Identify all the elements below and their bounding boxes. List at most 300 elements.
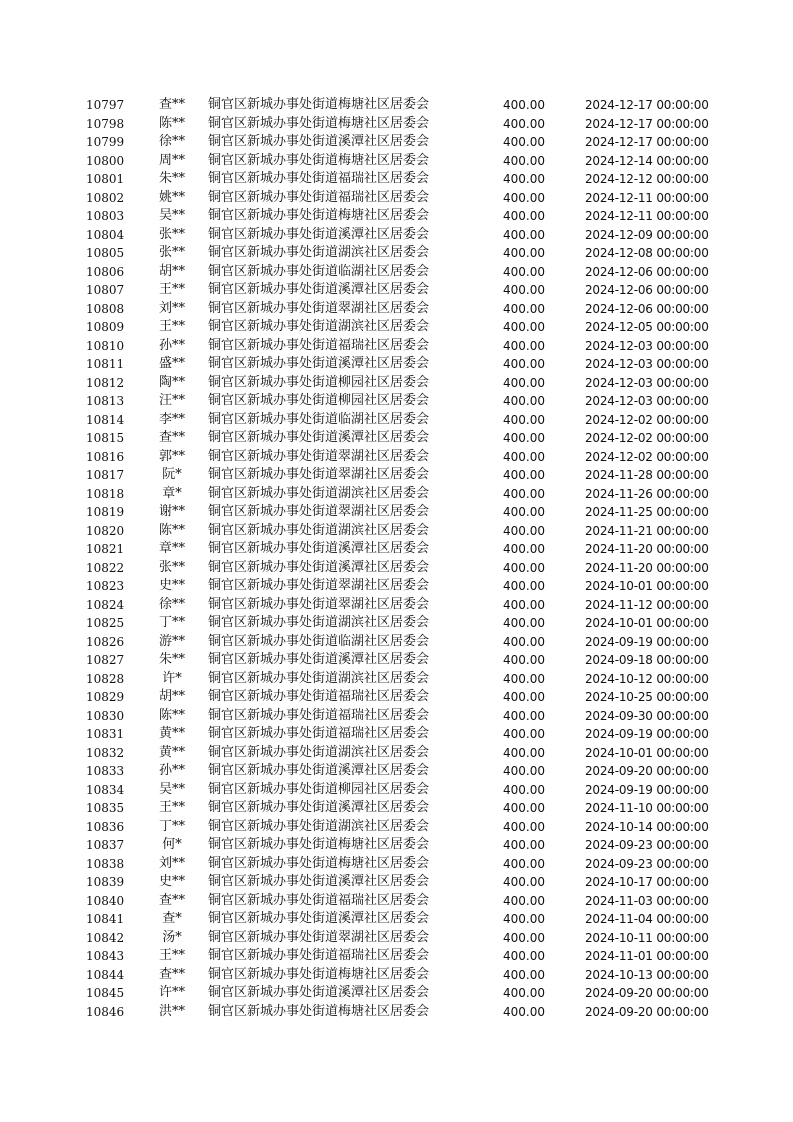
row-date: 2024-12-09 00:00:00 (585, 227, 709, 242)
table-row (0, 540, 793, 559)
row-name: 丁** (158, 818, 185, 834)
row-id: 10830 (86, 708, 125, 723)
row-name: 张** (158, 226, 185, 242)
row-date: 2024-12-03 00:00:00 (585, 338, 709, 353)
table-row (0, 818, 793, 837)
row-id: 10806 (86, 264, 125, 279)
row-date: 2024-12-03 00:00:00 (585, 394, 709, 408)
row-id: 10803 (86, 209, 125, 223)
row-organization: 铜官区新城办事处街道梅塘社区居委会 (208, 1003, 430, 1019)
row-organization: 铜官区新城办事处街道溪潭社区居委会 (208, 226, 430, 242)
table-row (0, 207, 793, 226)
table-row (0, 836, 793, 855)
row-organization: 铜官区新城办事处街道湖滨社区居委会 (208, 744, 430, 760)
table-row (0, 947, 793, 966)
table-row (0, 892, 793, 911)
row-date: 2024-11-20 00:00:00 (585, 542, 709, 556)
row-name: 陈** (158, 707, 185, 723)
table-row (0, 984, 793, 1003)
row-id: 10812 (86, 375, 125, 390)
table-row (0, 688, 793, 707)
row-date: 2024-12-12 00:00:00 (585, 172, 709, 186)
row-amount: 400.00 (503, 634, 545, 649)
row-date: 2024-09-19 00:00:00 (585, 634, 709, 649)
row-amount: 400.00 (503, 671, 545, 686)
row-name: 王** (158, 319, 185, 334)
row-id: 10800 (86, 153, 125, 168)
row-organization: 铜官区新城办事处街道柳园社区居委会 (208, 781, 430, 797)
row-date: 2024-11-03 00:00:00 (585, 893, 709, 908)
row-organization: 铜官区新城办事处街道湖滨社区居委会 (208, 522, 430, 538)
row-amount: 400.00 (503, 616, 545, 630)
row-organization: 铜官区新城办事处街道溪潭社区居委会 (208, 911, 430, 926)
data-table (0, 96, 793, 1021)
row-name: 孙** (158, 337, 185, 353)
row-id: 10842 (86, 930, 125, 945)
table-row (0, 115, 793, 134)
row-name: 王** (158, 948, 185, 963)
row-amount: 400.00 (503, 949, 545, 963)
row-id: 10821 (86, 542, 125, 556)
row-id: 10839 (86, 875, 125, 889)
row-name: 许** (158, 985, 185, 1000)
row-date: 2024-12-03 00:00:00 (585, 375, 709, 390)
row-organization: 铜官区新城办事处街道翠湖社区居委会 (208, 448, 430, 464)
row-name: 游** (158, 633, 185, 649)
row-id: 10823 (86, 579, 125, 593)
row-amount: 400.00 (503, 172, 545, 186)
row-date: 2024-11-10 00:00:00 (585, 801, 709, 815)
row-amount: 400.00 (503, 1004, 545, 1019)
row-amount: 400.00 (503, 653, 545, 667)
row-amount: 400.00 (503, 486, 545, 501)
row-date: 2024-11-20 00:00:00 (585, 560, 709, 575)
row-organization: 铜官区新城办事处街道柳园社区居委会 (208, 374, 430, 390)
row-amount: 400.00 (503, 782, 545, 797)
row-organization: 铜官区新城办事处街道柳园社区居委会 (208, 393, 430, 408)
row-organization: 铜官区新城办事处街道湖滨社区居委会 (208, 485, 430, 501)
row-date: 2024-12-11 00:00:00 (585, 209, 709, 223)
row-name: 章* (162, 485, 182, 501)
table-row (0, 781, 793, 800)
row-amount: 400.00 (503, 357, 545, 371)
row-id: 10824 (86, 597, 125, 612)
row-id: 10827 (86, 653, 125, 667)
row-amount: 400.00 (503, 542, 545, 556)
row-date: 2024-10-01 00:00:00 (585, 745, 709, 760)
row-name: 查** (158, 97, 185, 112)
row-organization: 铜官区新城办事处街道福瑞社区居委会 (208, 189, 430, 205)
table-row (0, 226, 793, 245)
row-organization: 铜官区新城办事处街道湖滨社区居委会 (208, 245, 430, 260)
row-date: 2024-12-06 00:00:00 (585, 301, 709, 316)
table-row (0, 133, 793, 152)
row-id: 10825 (86, 616, 125, 630)
row-id: 10828 (86, 671, 125, 686)
row-organization: 铜官区新城办事处街道临湖社区居委会 (208, 263, 430, 279)
row-name: 胡** (158, 263, 185, 279)
row-name: 查** (158, 966, 185, 982)
row-organization: 铜官区新城办事处街道溪潭社区居委会 (208, 800, 430, 815)
row-amount: 400.00 (503, 283, 545, 297)
table-row (0, 485, 793, 504)
row-name: 洪** (158, 1003, 185, 1019)
table-row (0, 873, 793, 892)
row-organization: 铜官区新城办事处街道梅塘社区居委会 (208, 97, 430, 112)
row-organization: 铜官区新城办事处街道翠湖社区居委会 (208, 467, 430, 482)
row-amount: 400.00 (503, 967, 545, 982)
row-id: 10817 (86, 468, 125, 482)
row-organization: 铜官区新城办事处街道翠湖社区居委会 (208, 596, 430, 612)
row-id: 10822 (86, 560, 125, 575)
row-name: 盛** (158, 356, 185, 371)
row-amount: 400.00 (503, 745, 545, 760)
table-row (0, 1003, 793, 1022)
row-date: 2024-11-01 00:00:00 (585, 949, 709, 963)
row-date: 2024-10-17 00:00:00 (585, 875, 709, 889)
row-organization: 铜官区新城办事处街道临湖社区居委会 (208, 633, 430, 649)
table-row (0, 707, 793, 726)
row-name: 朱** (158, 652, 185, 667)
row-name: 郭** (158, 448, 185, 464)
row-id: 10846 (86, 1004, 125, 1019)
table-row (0, 281, 793, 300)
row-organization: 铜官区新城办事处街道溪潭社区居委会 (208, 430, 430, 445)
row-organization: 铜官区新城办事处街道福瑞社区居委会 (208, 171, 430, 186)
row-amount: 400.00 (503, 579, 545, 593)
row-amount: 400.00 (503, 838, 545, 852)
row-name: 查** (158, 430, 185, 445)
row-date: 2024-09-19 00:00:00 (585, 782, 709, 797)
row-date: 2024-11-26 00:00:00 (585, 486, 709, 501)
row-date: 2024-11-04 00:00:00 (585, 912, 709, 926)
row-amount: 400.00 (503, 375, 545, 390)
row-name: 汪** (158, 393, 185, 408)
row-amount: 400.00 (503, 523, 545, 538)
row-id: 10801 (86, 172, 125, 186)
row-date: 2024-09-20 00:00:00 (585, 764, 709, 778)
row-name: 王** (158, 800, 185, 815)
row-amount: 400.00 (503, 819, 545, 834)
row-organization: 铜官区新城办事处街道临湖社区居委会 (208, 411, 430, 427)
row-organization: 铜官区新城办事处街道梅塘社区居委会 (208, 152, 430, 168)
row-organization: 铜官区新城办事处街道湖滨社区居委会 (208, 670, 430, 686)
row-name: 史** (158, 578, 185, 593)
row-name: 张** (158, 559, 185, 575)
row-id: 10832 (86, 745, 125, 760)
row-date: 2024-12-02 00:00:00 (585, 431, 709, 445)
row-organization: 铜官区新城办事处街道福瑞社区居委会 (208, 948, 430, 963)
row-date: 2024-10-12 00:00:00 (585, 671, 709, 686)
row-organization: 铜官区新城办事处街道溪潭社区居委会 (208, 134, 430, 149)
row-date: 2024-10-25 00:00:00 (585, 690, 709, 704)
row-name: 胡** (158, 689, 185, 704)
row-organization: 铜官区新城办事处街道溪潭社区居委会 (208, 652, 430, 667)
table-row (0, 855, 793, 874)
row-amount: 400.00 (503, 468, 545, 482)
row-id: 10845 (86, 986, 125, 1000)
table-row (0, 522, 793, 541)
row-organization: 铜官区新城办事处街道翠湖社区居委会 (208, 504, 430, 519)
row-date: 2024-09-18 00:00:00 (585, 653, 709, 667)
table-row (0, 966, 793, 985)
row-organization: 铜官区新城办事处街道溪潭社区居委会 (208, 541, 430, 556)
table-row (0, 670, 793, 689)
row-date: 2024-10-11 00:00:00 (585, 930, 709, 945)
row-name: 丁** (158, 615, 185, 630)
row-organization: 铜官区新城办事处街道福瑞社区居委会 (208, 892, 430, 908)
row-id: 10836 (86, 819, 125, 834)
row-id: 10808 (86, 301, 125, 316)
row-id: 10820 (86, 523, 125, 538)
row-name: 汤* (162, 929, 182, 945)
row-date: 2024-11-12 00:00:00 (585, 597, 709, 612)
row-amount: 400.00 (503, 449, 545, 464)
table-row (0, 559, 793, 578)
row-organization: 铜官区新城办事处街道福瑞社区居委会 (208, 707, 430, 723)
row-organization: 铜官区新城办事处街道梅塘社区居委会 (208, 115, 430, 131)
row-name: 张** (158, 245, 185, 260)
table-row (0, 633, 793, 652)
row-name: 史** (158, 874, 185, 889)
row-id: 10831 (86, 727, 125, 741)
row-date: 2024-12-08 00:00:00 (585, 246, 709, 260)
row-organization: 铜官区新城办事处街道溪潭社区居委会 (208, 874, 430, 889)
row-id: 10834 (86, 782, 125, 797)
row-id: 10814 (86, 412, 125, 427)
row-amount: 400.00 (503, 597, 545, 612)
row-amount: 400.00 (503, 246, 545, 260)
row-organization: 铜官区新城办事处街道翠湖社区居委会 (208, 578, 430, 593)
row-id: 10826 (86, 634, 125, 649)
table-row (0, 448, 793, 467)
row-name: 徐** (158, 596, 185, 612)
table-row (0, 725, 793, 744)
row-organization: 铜官区新城办事处街道梅塘社区居委会 (208, 837, 430, 852)
row-date: 2024-10-01 00:00:00 (585, 616, 709, 630)
row-id: 10815 (86, 431, 125, 445)
row-date: 2024-09-20 00:00:00 (585, 1004, 709, 1019)
row-id: 10819 (86, 505, 125, 519)
table-row (0, 300, 793, 319)
row-amount: 400.00 (503, 893, 545, 908)
row-name: 何* (162, 837, 182, 852)
row-organization: 铜官区新城办事处街道梅塘社区居委会 (208, 208, 430, 223)
row-amount: 400.00 (503, 135, 545, 149)
row-id: 10807 (86, 283, 125, 297)
row-organization: 铜官区新城办事处街道湖滨社区居委会 (208, 818, 430, 834)
row-date: 2024-12-06 00:00:00 (585, 264, 709, 279)
row-name: 吴** (158, 781, 185, 797)
table-row (0, 614, 793, 633)
table-row (0, 152, 793, 171)
row-amount: 400.00 (503, 560, 545, 575)
row-date: 2024-11-28 00:00:00 (585, 468, 709, 482)
table-row (0, 374, 793, 393)
row-organization: 铜官区新城办事处街道福瑞社区居委会 (208, 726, 430, 741)
row-name: 刘** (158, 855, 185, 871)
row-name: 黄** (158, 744, 185, 760)
row-amount: 400.00 (503, 116, 545, 131)
row-name: 周** (158, 152, 185, 168)
table-row (0, 170, 793, 189)
row-amount: 400.00 (503, 431, 545, 445)
row-date: 2024-12-17 00:00:00 (585, 135, 709, 149)
row-organization: 铜官区新城办事处街道溪潭社区居委会 (208, 763, 430, 778)
row-date: 2024-09-20 00:00:00 (585, 986, 709, 1000)
row-name: 陈** (158, 115, 185, 131)
row-date: 2024-12-03 00:00:00 (585, 357, 709, 371)
row-date: 2024-10-13 00:00:00 (585, 967, 709, 982)
row-amount: 400.00 (503, 986, 545, 1000)
row-id: 10837 (86, 838, 125, 852)
row-amount: 400.00 (503, 394, 545, 408)
row-date: 2024-09-19 00:00:00 (585, 727, 709, 741)
row-organization: 铜官区新城办事处街道溪潭社区居委会 (208, 559, 430, 575)
row-id: 10843 (86, 949, 125, 963)
row-name: 孙** (158, 763, 185, 778)
table-row (0, 651, 793, 670)
table-row (0, 189, 793, 208)
table-row (0, 466, 793, 485)
row-name: 刘** (158, 300, 185, 316)
row-date: 2024-09-23 00:00:00 (585, 838, 709, 852)
row-date: 2024-11-25 00:00:00 (585, 505, 709, 519)
row-amount: 400.00 (503, 801, 545, 815)
row-id: 10816 (86, 449, 125, 464)
table-row (0, 429, 793, 448)
row-date: 2024-10-14 00:00:00 (585, 819, 709, 834)
row-date: 2024-12-05 00:00:00 (585, 320, 709, 334)
table-row (0, 355, 793, 374)
table-row (0, 744, 793, 763)
table-row (0, 96, 793, 115)
row-organization: 铜官区新城办事处街道梅塘社区居委会 (208, 966, 430, 982)
row-amount: 400.00 (503, 912, 545, 926)
row-organization: 铜官区新城办事处街道翠湖社区居委会 (208, 929, 430, 945)
row-name: 查* (162, 911, 182, 926)
row-amount: 400.00 (503, 98, 545, 112)
row-organization: 铜官区新城办事处街道翠湖社区居委会 (208, 300, 430, 316)
row-amount: 400.00 (503, 264, 545, 279)
row-name: 徐** (158, 134, 185, 149)
row-id: 10798 (86, 116, 125, 131)
row-id: 10841 (86, 912, 125, 926)
row-date: 2024-12-02 00:00:00 (585, 412, 709, 427)
table-row (0, 244, 793, 263)
row-organization: 铜官区新城办事处街道溪潭社区居委会 (208, 985, 430, 1000)
row-amount: 400.00 (503, 320, 545, 334)
row-amount: 400.00 (503, 412, 545, 427)
row-name: 吴** (158, 208, 185, 223)
row-amount: 400.00 (503, 190, 545, 205)
row-id: 10799 (86, 135, 125, 149)
row-date: 2024-09-30 00:00:00 (585, 708, 709, 723)
row-id: 10805 (86, 246, 125, 260)
row-name: 陶** (158, 374, 185, 390)
table-row (0, 318, 793, 337)
row-date: 2024-11-21 00:00:00 (585, 523, 709, 538)
row-id: 10835 (86, 801, 125, 815)
row-amount: 400.00 (503, 227, 545, 242)
row-organization: 铜官区新城办事处街道福瑞社区居委会 (208, 689, 430, 704)
row-name: 许* (162, 670, 182, 686)
table-row (0, 929, 793, 948)
row-organization: 铜官区新城办事处街道溪潭社区居委会 (208, 282, 430, 297)
row-date: 2024-12-06 00:00:00 (585, 283, 709, 297)
row-date: 2024-12-17 00:00:00 (585, 98, 709, 112)
row-amount: 400.00 (503, 153, 545, 168)
row-amount: 400.00 (503, 505, 545, 519)
row-amount: 400.00 (503, 930, 545, 945)
row-name: 王** (158, 282, 185, 297)
row-amount: 400.00 (503, 708, 545, 723)
row-date: 2024-12-14 00:00:00 (585, 153, 709, 168)
row-amount: 400.00 (503, 690, 545, 704)
table-row (0, 596, 793, 615)
row-id: 10829 (86, 690, 125, 704)
row-id: 10809 (86, 320, 125, 334)
row-id: 10811 (86, 357, 125, 371)
row-id: 10810 (86, 338, 125, 353)
row-name: 李** (158, 411, 185, 427)
row-name: 谢** (158, 504, 185, 519)
table-row (0, 503, 793, 522)
table-row (0, 799, 793, 818)
row-amount: 400.00 (503, 764, 545, 778)
row-date: 2024-09-23 00:00:00 (585, 856, 709, 871)
row-id: 10818 (86, 486, 125, 501)
table-row (0, 392, 793, 411)
table-row (0, 337, 793, 356)
row-id: 10844 (86, 967, 125, 982)
row-organization: 铜官区新城办事处街道湖滨社区居委会 (208, 615, 430, 630)
row-name: 查** (158, 892, 185, 908)
table-row (0, 910, 793, 929)
row-id: 10813 (86, 394, 125, 408)
row-id: 10804 (86, 227, 125, 242)
row-name: 章** (158, 541, 185, 556)
row-name: 朱** (158, 171, 185, 186)
row-id: 10838 (86, 856, 125, 871)
row-organization: 铜官区新城办事处街道溪潭社区居委会 (208, 356, 430, 371)
row-name: 黄** (158, 726, 185, 741)
row-id: 10840 (86, 893, 125, 908)
table-row (0, 263, 793, 282)
row-date: 2024-12-11 00:00:00 (585, 190, 709, 205)
row-date: 2024-12-17 00:00:00 (585, 116, 709, 131)
row-amount: 400.00 (503, 338, 545, 353)
row-date: 2024-10-01 00:00:00 (585, 579, 709, 593)
table-row (0, 762, 793, 781)
row-amount: 400.00 (503, 727, 545, 741)
table-row (0, 411, 793, 430)
row-organization: 铜官区新城办事处街道福瑞社区居委会 (208, 337, 430, 353)
row-name: 姚** (158, 189, 185, 205)
row-organization: 铜官区新城办事处街道梅塘社区居委会 (208, 855, 430, 871)
row-amount: 400.00 (503, 856, 545, 871)
row-id: 10797 (86, 98, 125, 112)
row-id: 10833 (86, 764, 125, 778)
row-name: 阮* (162, 467, 182, 482)
row-amount: 400.00 (503, 875, 545, 889)
row-amount: 400.00 (503, 209, 545, 223)
row-amount: 400.00 (503, 301, 545, 316)
row-id: 10802 (86, 190, 125, 205)
row-organization: 铜官区新城办事处街道湖滨社区居委会 (208, 319, 430, 334)
row-name: 陈** (158, 522, 185, 538)
table-row (0, 577, 793, 596)
